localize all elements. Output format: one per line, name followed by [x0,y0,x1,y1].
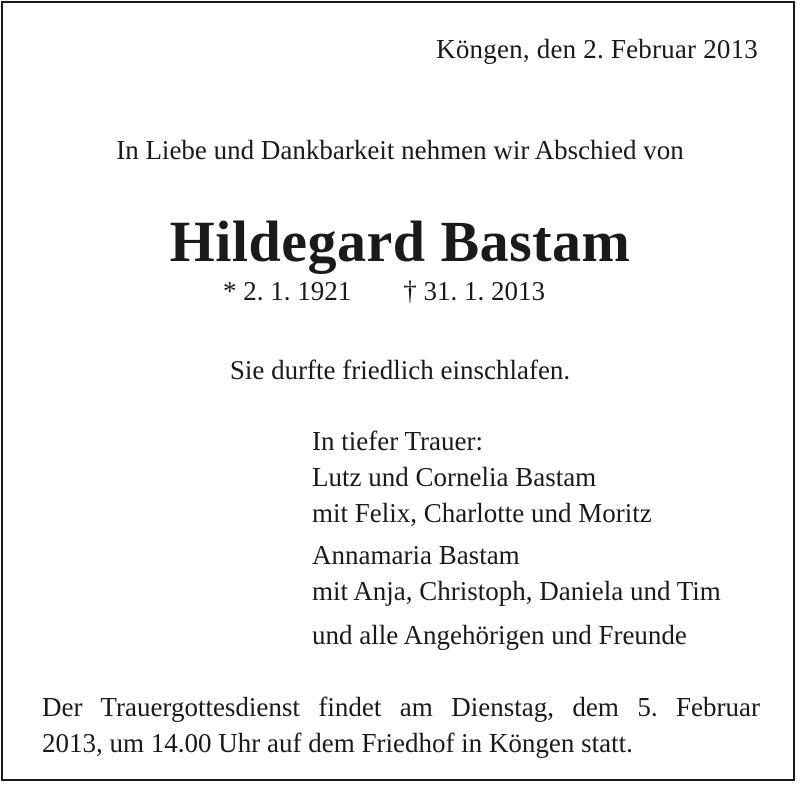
life-dates [223,276,545,307]
service-announcement [42,689,760,761]
quote-text: Sie durfte friedlich einschlafen. [229,355,571,385]
service-line-1: Der Trauergottesdienst findet am Dienstag, dem 5. Februar [42,692,760,722]
mourner-line: mit Anja, Christoph, Daniela und Tim [312,576,721,606]
notice-border [1,1,795,781]
service-line-2: 2013, um 14.00 Uhr auf dem Friedhof in Köngen statt. [42,728,633,758]
deceased-name: Hildegard Bastam [169,209,631,274]
place-date: Köngen, den 2. Februar 2013 [436,34,758,64]
mourner-line: mit Felix, Charlotte und Moritz [312,498,652,528]
death-date: † 31. 1. 2013 [403,276,545,306]
birth-date: * 2. 1. 1921 [223,276,352,306]
intro-text: In Liebe und Dankbarkeit nehmen wir Abschied von [116,135,684,165]
mourners-block [312,423,721,653]
mourner-line: Annamaria Bastam [312,540,520,570]
mourners-heading: In tiefer Trauer: [312,426,483,456]
mourner-line: Lutz und Cornelia Bastam [312,462,597,492]
mourner-line: und alle Angehörigen und Freunde [312,620,687,650]
